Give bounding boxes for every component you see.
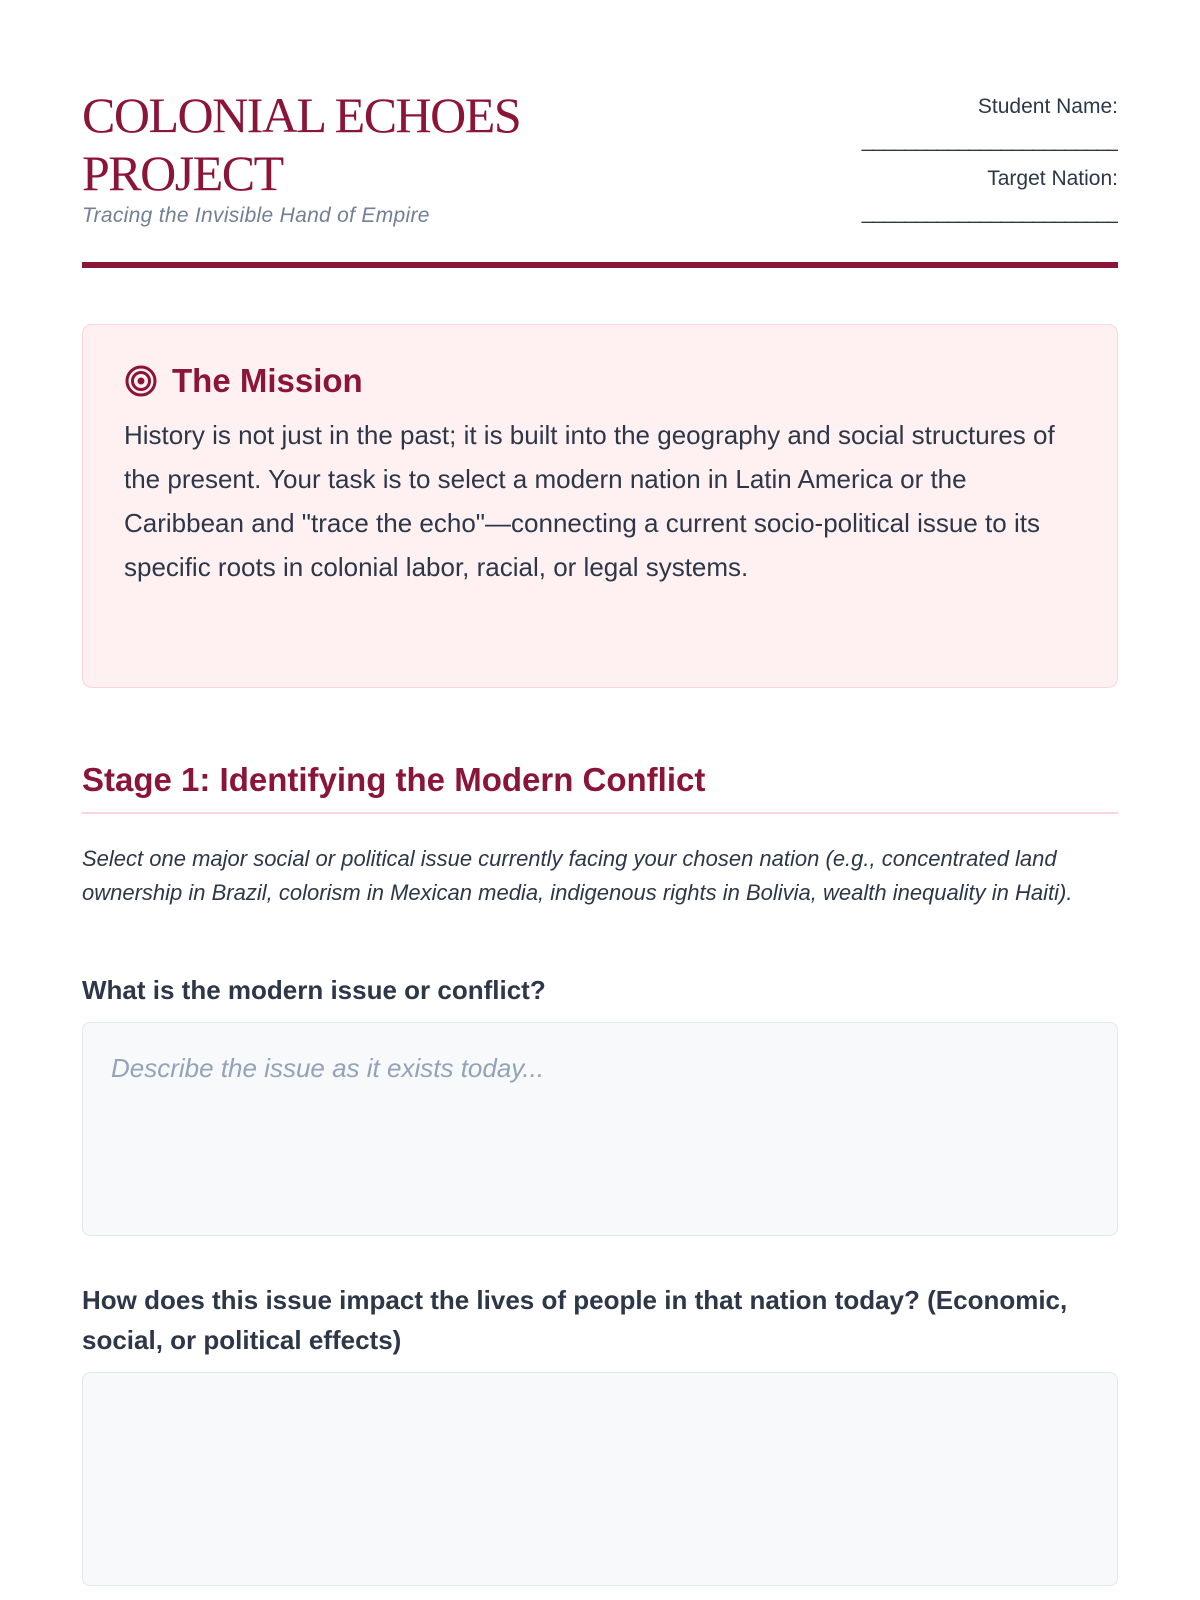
question-1-label: What is the modern issue or conflict? (82, 975, 546, 1005)
target-nation-field[interactable]: ________________________ (861, 202, 1118, 224)
mission-title: The Mission (172, 362, 363, 399)
stage-1-description: Select one major social or political issue currently facing your chosen nation (e.g., concentrated land ownership in Brazil, colorism in Mexican media, indigenous rights in Bolivia, wealth inequality in Haiti). (82, 846, 1073, 905)
issue-impact-input[interactable] (82, 1372, 1118, 1586)
mission-text: History is not just in the past; it is built into the geography and social structures of the present. Your task is to select a modern nation in Latin America or the Caribbean and "trace the echo"—connecting a current socio-political issue to its specific roots in colonial labor, racial, or legal systems. (124, 420, 1055, 582)
header (82, 86, 1118, 268)
stage-1-divider (82, 812, 1118, 814)
target-nation-label: Target Nation: (987, 167, 1118, 190)
modern-issue-input[interactable] (82, 1022, 1118, 1236)
mission-header (124, 363, 1076, 399)
header-divider (82, 262, 1118, 268)
student-name-label: Student Name: (977, 95, 1118, 118)
mission-box (82, 324, 1118, 688)
student-name-field[interactable]: ________________________ (861, 130, 1118, 152)
page-title: COLONIAL ECHOES PROJECT (82, 87, 521, 201)
target-icon (124, 364, 158, 398)
question-2-label: How does this issue impact the lives of people in that nation today? (Economic, social, or political effects) (82, 1285, 1068, 1355)
stage-1-title: Stage 1: Identifying the Modern Conflict (82, 761, 706, 798)
page-subtitle: Tracing the Invisible Hand of Empire (82, 204, 430, 227)
student-info (818, 94, 1118, 238)
